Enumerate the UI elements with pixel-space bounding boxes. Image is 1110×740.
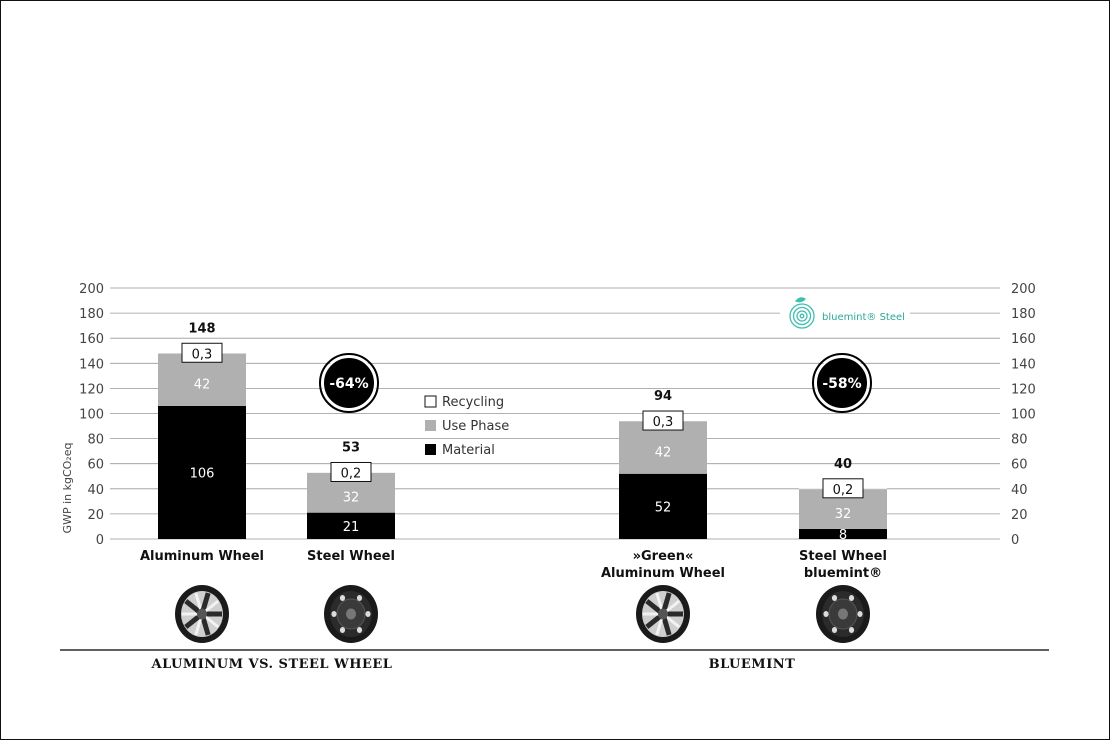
label-use-phase-2: 42	[654, 445, 672, 461]
hub	[197, 609, 207, 620]
y-tick-right-100: 100	[1011, 407, 1036, 423]
y-tick-right-40: 40	[1011, 482, 1028, 498]
vent-hole	[340, 627, 345, 633]
y-tick-left-20: 20	[87, 507, 104, 523]
vent-hole	[365, 611, 370, 617]
label-material-2: 52	[654, 500, 672, 516]
y-axis-right	[1011, 282, 1036, 548]
category-label-line2-3: bluemint®	[803, 566, 883, 581]
y-tick-left-160: 160	[79, 332, 104, 348]
label-recycling-1: 0,2	[340, 466, 362, 482]
legend-swatch-recycling	[425, 396, 436, 407]
y-tick-left-200: 200	[79, 282, 104, 297]
legend-label-material: Material	[442, 443, 495, 458]
y-tick-right-180: 180	[1011, 307, 1036, 323]
y-tick-left-140: 140	[79, 357, 104, 373]
legend-swatch-material	[425, 444, 436, 455]
bluemint-logo-text: bluemint® Steel	[822, 312, 905, 323]
hub	[838, 609, 848, 620]
y-tick-left-120: 120	[79, 382, 104, 398]
legend-label-recycling: Recycling	[442, 395, 505, 410]
label-material-0: 106	[189, 466, 215, 482]
category-label-3: Steel Wheel	[799, 549, 887, 564]
category-label-1: Steel Wheel	[307, 549, 395, 564]
label-total-0: 148	[188, 321, 216, 337]
label-recycling-0: 0,3	[191, 347, 213, 363]
label-material-1: 21	[342, 519, 360, 535]
category-label-line2-2: Aluminum Wheel	[600, 566, 726, 581]
y-tick-right-80: 80	[1011, 432, 1028, 448]
label-use-phase-1: 32	[342, 490, 360, 506]
label-use-phase-3: 32	[834, 506, 852, 522]
wheel-icons	[175, 585, 870, 643]
reduction-label-bluemint: -58%	[822, 376, 862, 392]
category-label-0: Aluminum Wheel	[139, 549, 265, 564]
y-tick-left-40: 40	[87, 482, 104, 498]
group-label-bluemint: BLUEMINT	[708, 657, 796, 672]
vent-hole	[857, 611, 862, 617]
label-material-3: 8	[838, 527, 848, 543]
category-label-2: »Green«	[632, 549, 694, 564]
vent-hole	[357, 627, 362, 633]
y-tick-left-180: 180	[79, 307, 104, 323]
y-tick-left-60: 60	[87, 457, 104, 473]
y-tick-right-120: 120	[1011, 382, 1036, 398]
bars	[158, 353, 887, 539]
vent-hole	[849, 595, 854, 601]
steel-wheel-icon-3	[816, 585, 870, 643]
vent-hole	[340, 595, 345, 601]
y-tick-right-60: 60	[1011, 457, 1028, 473]
reduction-badge-bluemint	[813, 354, 871, 412]
vent-hole	[823, 611, 828, 617]
bluemint-logo	[780, 296, 910, 332]
legend-swatch-use-phase	[425, 420, 436, 431]
hub	[346, 609, 356, 620]
vent-hole	[357, 595, 362, 601]
bar-labels	[182, 321, 863, 543]
y-axis-label: GWP in kgCO₂eq	[61, 442, 74, 534]
reduction-badge-steel	[320, 354, 378, 412]
hub	[658, 609, 668, 620]
vent-hole	[832, 595, 837, 601]
reduction-label-steel: -64%	[329, 376, 369, 392]
vent-hole	[849, 627, 854, 633]
y-tick-left-0: 0	[95, 533, 104, 548]
y-tick-right-0: 0	[1011, 533, 1020, 548]
alloy-wheel-icon-2	[636, 585, 690, 643]
y-tick-right-160: 160	[1011, 332, 1036, 348]
legend-label-use-phase: Use Phase	[442, 419, 510, 434]
legend	[425, 395, 509, 458]
y-tick-right-200: 200	[1011, 282, 1036, 297]
label-total-2: 94	[653, 389, 673, 405]
label-recycling-3: 0,2	[832, 482, 854, 498]
alloy-wheel-icon-0	[175, 585, 229, 643]
y-tick-left-80: 80	[87, 432, 104, 448]
category-labels	[140, 549, 887, 581]
label-recycling-2: 0,3	[652, 415, 674, 431]
steel-wheel-icon-1	[324, 585, 378, 643]
label-total-3: 40	[833, 456, 853, 472]
vent-hole	[832, 627, 837, 633]
label-use-phase-0: 42	[193, 377, 211, 393]
y-tick-left-100: 100	[79, 407, 104, 423]
y-axis-left	[79, 282, 104, 548]
y-tick-right-20: 20	[1011, 507, 1028, 523]
group-label-aluminum-vs-steel: ALUMINUM VS. STEEL WHEEL	[151, 657, 393, 672]
vent-hole	[331, 611, 336, 617]
label-total-1: 53	[341, 440, 361, 456]
y-tick-right-140: 140	[1011, 357, 1036, 373]
